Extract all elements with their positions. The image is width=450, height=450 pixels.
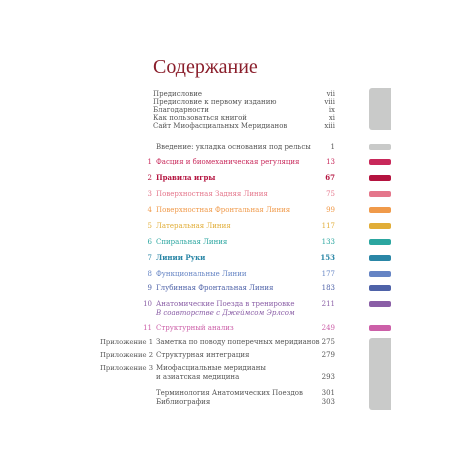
chapter-number: 4 (147, 206, 152, 214)
chapter-page: 117 (321, 222, 335, 230)
chapter-color-tab (369, 271, 391, 277)
chapter-number: 7 (147, 254, 152, 262)
chapter-page: 211 (321, 300, 335, 308)
chapter-color-tab (369, 239, 391, 245)
toc-entry[interactable]: Предисловие vii (153, 90, 335, 98)
intro-tab (369, 144, 391, 150)
toc-entry[interactable]: Как пользоваться книгой xi (153, 114, 335, 122)
chapter-color-tab (369, 207, 391, 213)
chapter-page: 67 (325, 173, 335, 182)
chapter-title: Фасция и биомеханическая регуляция (156, 158, 300, 166)
chapter-page: 99 (326, 206, 335, 214)
chapter-page: 249 (321, 324, 335, 332)
chapter-page: 153 (320, 253, 335, 262)
chapter-number: 1 (147, 158, 152, 166)
chapter-title: Поверхностная Фронтальная Линия (156, 206, 291, 214)
chapter-page: 183 (321, 284, 335, 292)
toc-entry[interactable]: Сайт Миофасциальных Меридианов xiii (153, 122, 335, 130)
front-matter-tab (369, 88, 391, 130)
chapter-color-tab (369, 159, 391, 165)
appendix-tab (369, 338, 391, 410)
chapter-title: Глубинная Фронтальная Линия (156, 284, 274, 292)
chapter-title: Латеральная Линия (156, 222, 231, 230)
chapter-color-tab (369, 301, 391, 307)
chapter-number: 11 (143, 324, 152, 332)
chapter-title: Линии Руки (156, 253, 206, 262)
chapter-page: 13 (326, 158, 335, 166)
chapter-number: 8 (147, 270, 152, 278)
chapter-color-tab (369, 255, 391, 261)
chapter-page: 177 (321, 270, 335, 278)
page-title: Содержание (153, 56, 258, 78)
chapter-page: 75 (326, 190, 335, 198)
front-matter (153, 90, 335, 130)
chapter-title: Анатомические Поезда в тренировке (156, 300, 295, 308)
chapter-color-tab (369, 325, 391, 331)
chapter-number: 10 (143, 300, 152, 308)
chapter-color-tab (369, 285, 391, 291)
chapter-color-tab (369, 175, 391, 181)
chapter-title: Спиральная Линия (156, 238, 228, 246)
chapter-color-tab (369, 223, 391, 229)
chapter-title: Правила игры (156, 173, 216, 182)
chapter-page: 133 (321, 238, 335, 246)
chapter-number: 3 (147, 190, 152, 198)
toc-entry[interactable]: Благодарности ix (153, 106, 335, 114)
chapter-color-tab (369, 191, 391, 197)
chapter-number: 2 (147, 174, 152, 182)
chapter-number: 6 (147, 238, 152, 246)
chapter-title: Структурный анализ (156, 324, 234, 332)
chapter-number: 9 (147, 284, 152, 292)
chapter-title: Функциональные Линии (156, 270, 247, 278)
chapter-title: Поверхностная Задняя Линия (156, 190, 268, 198)
toc-entry[interactable]: Предисловие к первому изданию viii (153, 98, 335, 106)
chapter-number: 5 (147, 222, 152, 230)
